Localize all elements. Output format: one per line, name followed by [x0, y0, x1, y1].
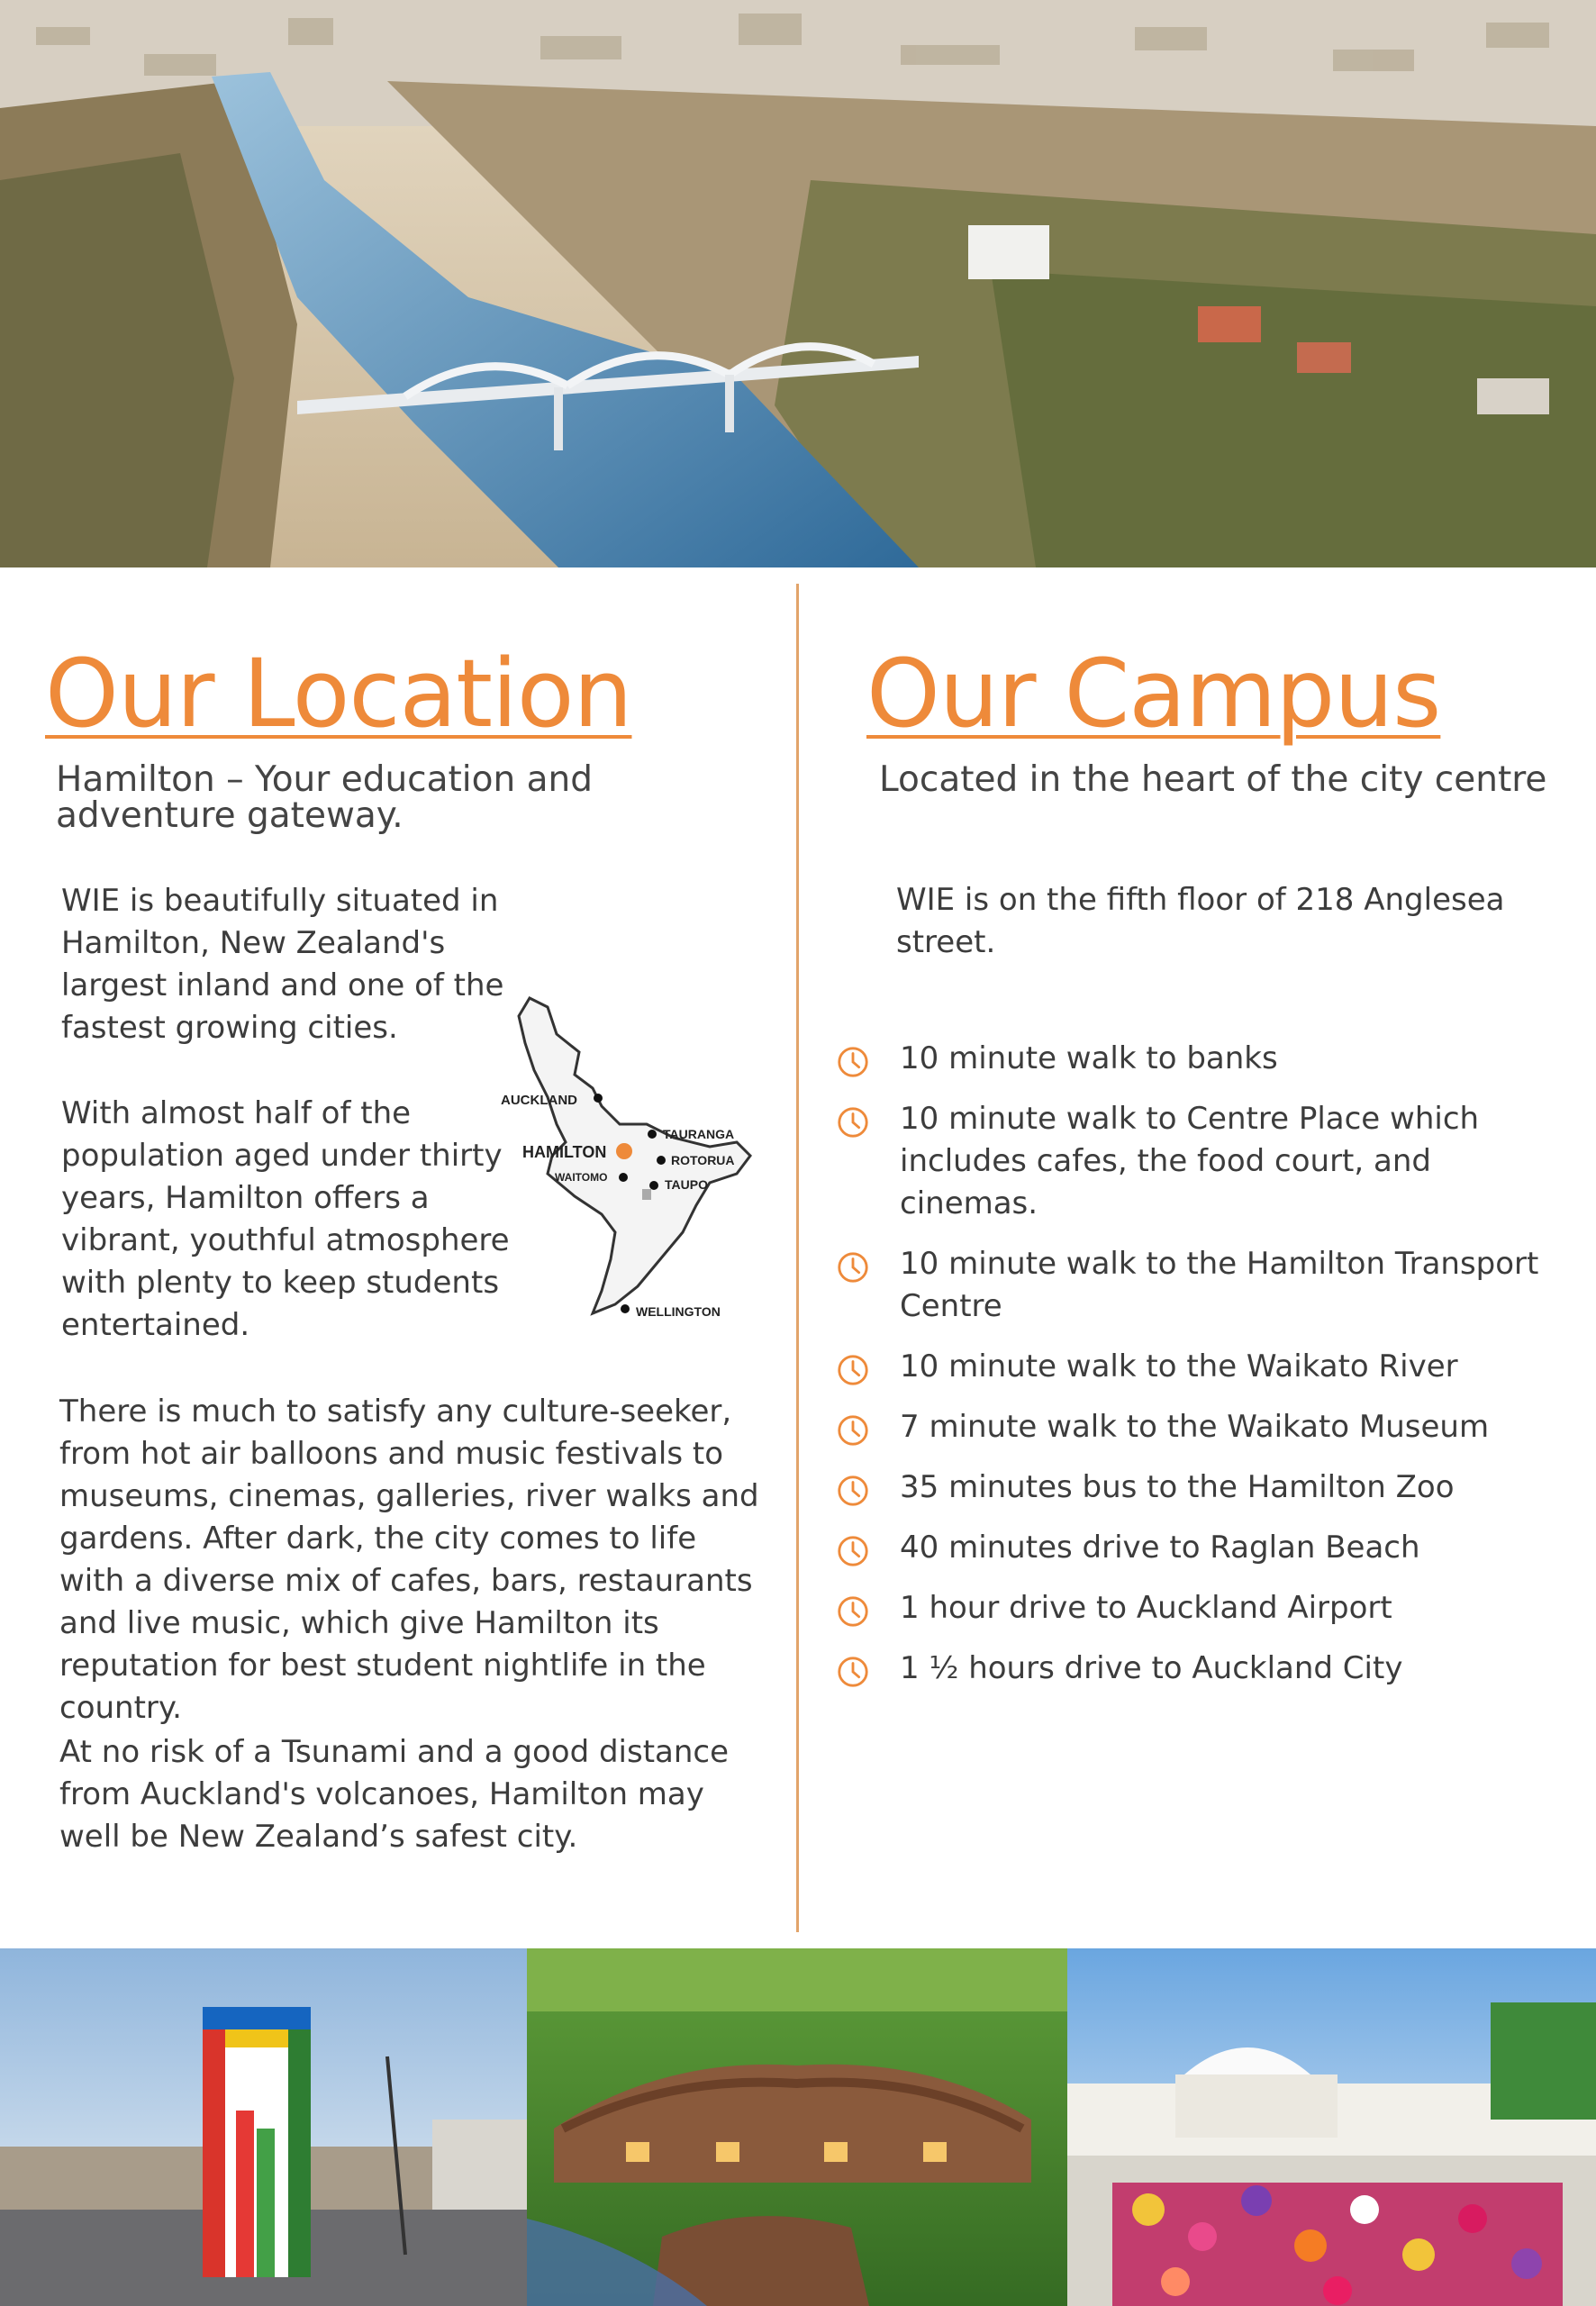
list-item-text: 10 minute walk to the Hamilton Transport Centre: [900, 1246, 1539, 1324]
clock-icon: [836, 1594, 870, 1629]
photo-hobbiton: [527, 1948, 1067, 2306]
column-divider: [796, 584, 799, 1932]
list-item: [836, 1648, 1574, 1690]
list-item: [836, 1038, 1574, 1080]
list-item: [836, 1527, 1574, 1569]
list-item-text: 40 minutes drive to Raglan Beach: [900, 1530, 1420, 1566]
location-paragraph-3: There is much to satisfy any culture-seeker, from hot air balloons and music festivals to museums, cinemas, galleries, river walks and gardens. After dark, the city comes to life with a diverse mix of cafes, bars, restaurants and live music, which give Hamilton its reputation for best student nightlife in the country.: [59, 1394, 759, 1726]
map-label-hamilton: HAMILTON: [522, 1143, 607, 1161]
list-item: [836, 1243, 1574, 1328]
list-item-text: 10 minute walk to banks: [900, 1040, 1278, 1076]
clock-icon: [836, 1474, 870, 1508]
campus-subtitle: Located in the heart of the city centre: [879, 759, 1547, 800]
campus-address: WIE is on the fifth floor of 218 Anglesea street.: [896, 882, 1505, 960]
location-subtitle: Hamilton – Your education and adventure gateway.: [56, 759, 593, 836]
list-item-text: 7 minute walk to the Waikato Museum: [900, 1409, 1490, 1445]
location-paragraph-1: WIE is beautifully situated in Hamilton, New Zealand's largest inland and one of the fastest growing cities.: [61, 883, 504, 1046]
clock-icon: [836, 1413, 870, 1448]
clock-icon: [836, 1250, 870, 1285]
clock-icon: [836, 1105, 870, 1139]
photo-gardens: [1067, 1948, 1596, 2306]
list-item-text: 1 hour drive to Auckland Airport: [900, 1590, 1392, 1626]
campus-title: Our Campus: [866, 639, 1441, 749]
list-item: [836, 1466, 1574, 1509]
clock-icon: [836, 1534, 870, 1568]
location-paragraph-2: With almost half of the population aged under thirty years, Hamilton offers a vibrant, youthful atmosphere with plenty to keep students entertained.: [61, 1095, 510, 1343]
map-label-taupo: TAUPO: [665, 1177, 708, 1192]
map-label-wellington: WELLINGTON: [636, 1304, 721, 1319]
clock-icon: [836, 1655, 870, 1689]
hero-aerial-photo: [0, 0, 1596, 567]
clock-icon: [836, 1045, 870, 1079]
list-item-text: 10 minute walk to the Waikato River: [900, 1348, 1458, 1385]
map-label-auckland: AUCKLAND: [501, 1093, 577, 1108]
list-item: [836, 1587, 1574, 1630]
list-item-text: 35 minutes bus to the Hamilton Zoo: [900, 1469, 1455, 1505]
map-label-rotorua: ROTORUA: [671, 1153, 735, 1167]
map-label-waitomo: WAITOMO: [555, 1171, 608, 1184]
map-label-tauranga: TAURANGA: [663, 1127, 735, 1141]
location-paragraph-4: At no risk of a Tsunami and a good distance from Auckland's volcanoes, Hamilton may well be New Zealand’s safest city.: [59, 1734, 730, 1855]
photo-colourful-sculpture: [0, 1948, 527, 2306]
location-title: Our Location: [45, 639, 632, 749]
list-item-text: 1 ½ hours drive to Auckland City: [900, 1650, 1403, 1686]
north-island-map: [494, 989, 757, 1331]
list-item: [836, 1406, 1574, 1448]
clock-icon: [836, 1353, 870, 1387]
list-item: [836, 1346, 1574, 1388]
list-item-text: 10 minute walk to Centre Place which includes cafes, the food court, and cinemas.: [900, 1101, 1480, 1221]
campus-distance-list: [836, 1038, 1574, 1708]
list-item: [836, 1098, 1574, 1225]
